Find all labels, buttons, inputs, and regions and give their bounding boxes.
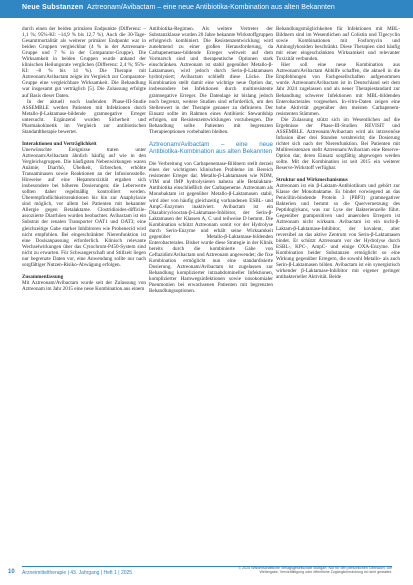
paragraph: In der aktuell noch laufenden Phase-III-Studie ASSEMBLE werden Patienten mit Infektionen durch Metallo-β-Laktamase-bildende gramnegative Erreger untersucht. Ergänzend wurden Sicherheit und Pharmakokinetik im Vergleich zur antibiotischen Standardtherapie bewertet. bbox=[22, 98, 146, 135]
paragraph: durch einen der beiden primären Endpunkte (Differenz: –1,1 %; 95%-KI: –14,9 % bis 12,7 %). Auch die 30-Tage-Gesamtmortalität als weiterer primärer Endpunkt war in beiden Gruppen vergleichbar (4 % in der Aztreonam-Gruppe und 7 % in der Comparator-Gruppe). Die Wirksamkeit in beiden Gruppen wurde anhand der klinischen Heilungsrate verglichen (Differenz: 2,4 %; 95%-KI: –8 % bis 14 %). Die Therapie mit Aztreonam/Avibactam zeigte im Vergleich zur Comparator-Gruppe eine vergleichbare Wirksamkeit. Die Behandlung war insgesamt gut verträglich [5]. Die Zulassung erfolgte auf Basis dieser Daten. bbox=[22, 26, 146, 99]
subheading-zusammenfassung: Zusammenfassung bbox=[22, 273, 64, 280]
paragraph: Hier soll eine neue Kombination aus Aztreonam/Avibactam Abhilfe schaffen, die aktuell in die Empfehlungen von Fachgesellschaften aufgenommen wurde. Aztreonam/Avibactam ist in Deutschland seit dem Jahr 2024 zugelassen und als neuer Therapiestandard zur Behandlung schwerer Infektionen mit MBL-bildenden Enterobacterales vorgesehen. In-vitro-Daten zeigen eine hohe Aktivität gegenüber den meisten Carbapenem-resistenten Stämmen. bbox=[276, 62, 400, 117]
article-heading: Aztreonam/Avibactam – eine neue Antibiotika-Kombination aus alten Bekannten bbox=[149, 140, 273, 156]
paragraph: Die Zulassung stützt sich im Wesentlichen auf die Ergebnisse der Phase-III-Studien REVISIT und ASSEMBLE. Aztreonam/Avibactam wird als intravenöse Infusion über drei Stunden verabreicht; die Dosierung richtet sich nach der Nierenfunktion. Bei Patienten mit Multiresistenzen stellt Aztreonam/Avibactam eine Reserve-Option dar, deren Einsatz sorgfältig abgewogen werden sollte. Mit der Kombination ist seit 2015 ein weiterer Reserve-Wirkstoff verfügbar. bbox=[276, 116, 400, 172]
text-column-2 bbox=[149, 26, 273, 294]
text-column-3 bbox=[276, 26, 400, 280]
paragraph: Die Verbreitung von Carbapenemase-Bildnern stellt derzeit eines der wichtigsten klinischen Probleme im Bereich resistenter Erreger dar. Metallo-β-Laktamasen wie NDM, VIM und IMP hydrolysieren nahezu alle Betalaktam-Antibiotika einschließlich der Carbapeneme. Aztreonam als Monobaktam ist gegenüber Metallo-β-Laktamasen stabil, wird aber von häufig gleichzeitig vorhandenen ESBL- und AmpC-Enzymen inaktiviert. Avibactam ist ein Diazabicyclooctan-β-Laktamase-Inhibitor, der Serin-β-Laktamasen der Klassen A, C und teilweise D hemmt. Die Kombination schützt Aztreonam somit vor der Hydrolyse durch Serin-Enzyme und erhält seine Wirksamkeit gegenüber Metallo-β-Laktamase-bildenden Enterobacterales. Bisher wurde diese Strategie in der Klinik bereits durch die kombinierte Gabe von Ceftazidim/Avibactam und Aztreonam angewendet; die fixe Kombination ermöglicht nun eine standardisierte Dosierung. Aztreonam/Avibactam ist zugelassen zur Behandlung komplizierter intraabdomineller Infektionen, komplizierter Harnwegsinfektionen sowie nosokomialer Pneumonien bei erwachsenen Patienten mit begrenzten Behandlungsoptionen. bbox=[149, 161, 273, 295]
subheading-struktur: Struktur und Wirkmechanismus bbox=[276, 177, 348, 184]
paragraph: Behandlungsmöglichkeiten für Infektionen mit MBL-Bildnern sind im Wesentlichen auf Colistin und Tigecyclin sowie Kombinationen mit Fosfomycin und Aminoglykosiden beschränkt. Diese Therapien sind häufig mit einer eingeschränkten Wirksamkeit und relevanter Toxizität verbunden. bbox=[276, 26, 400, 63]
section-header-bar bbox=[0, 0, 413, 18]
text-column-1 bbox=[22, 26, 146, 292]
paragraph: Mit Aztreonam/Avibactam wurde seit der Zulassung von Aztreonam im Jahr 2015 eine neue Kombination aus einem bbox=[22, 279, 146, 292]
section-label: Neue Substanzen bbox=[22, 4, 84, 11]
subheading-interaktionen: Interaktionen und Verträglichkeit bbox=[22, 140, 97, 147]
page-number: 10 bbox=[8, 569, 15, 575]
article-running-title: Aztreonam/Avibactam – eine neue Antibiotika-Kombination aus alten Bekannten bbox=[87, 4, 335, 11]
journal-citation: Arzneimitteltherapie | 43. Jahrgang | Heft 1 | 2025 bbox=[22, 570, 133, 576]
copyright-notice: © 2025 Wissenschaftliche Verlagsgesellschaft Stuttgart. Nur für den persönlichen Gebrauch. Die Weitergabe, Vervielfältigung oder öffentliche Zugänglichmachung ist nicht gestattet. bbox=[238, 566, 392, 575]
paragraph: Aztreonam ist ein β-Laktam-Antibiotikum und gehört zur Klasse der Monobaktame. Es bindet vorwiegend an das Penicillin-bindende Protein 3 (PBP3) gramnegativer Bakterien und hemmt so die Quervernetzung des Peptidoglykans, was zur Lyse der Bakterienzelle führt. Gegenüber grampositiven und anaeroben Erregern ist Aztreonam nicht wirksam. Avibactam ist ein nicht-β-Laktam-β-Laktamase-Inhibitor, der kovalent, aber reversibel an das aktive Zentrum von Serin-β-Laktamasen bindet. Er schützt Aztreonam vor der Hydrolyse durch ESBL-, KPC-, AmpC- und einige OXA-Enzyme. Die Kombination beider Substanzen ermöglicht so eine Wirkung gegenüber Erregern, die sowohl Metallo- als auch Serin-β-Laktamasen bilden. Avibactam ist ein synergistisch wirkender β-Laktamase-Inhibitor mit eigener geringer antibakterieller Aktivität. Beide bbox=[276, 183, 400, 280]
paragraph: Antibiotika-Regimen. Als weitere Vertreter der Substanzklasse wurden 20 Jahre bekannte Wirkstoffgruppen erfolgreich kombiniert. Die Resistenzentwicklung wird zunehmend zu einer großen Herausforderung, da Carbapenemase-bildende Erreger weltweit auf dem Vormarsch sind und therapeutische Optionen stark einschränken. Aztreonam ist stabil gegenüber Metallo-β-Laktamasen, wird jedoch durch Serin-β-Laktamasen hydrolysiert; Avibactam schließt diese Lücke. Die Kombination stellt damit eine wichtige neue Option dar, insbesondere bei Infektionen durch multiresistente gramnegative Erreger. Die Datenlage ist bislang jedoch noch begrenzt, weitere Studien sind erforderlich, um den Stellenwert in der Therapie genauer zu definieren. Der Einsatz sollte im Rahmen eines Antibiotic Stewardship erfolgen, um Resistenzentwicklungen vorzubeugen. Die Behandlung sollte Patienten mit begrenzten Therapieoptionen vorbehalten bleiben. bbox=[149, 26, 273, 135]
paragraph: Unerwünschte Ereignisse traten unter Aztreonam/Avibactam ähnlich häufig auf wie in den Vergleichsgruppen. Die häufigsten Nebenwirkungen waren Anämie, Diarrhö, Übelkeit, Erbrechen, erhöhte Transaminasen sowie Reaktionen an der Infusionsstelle. Hinweise auf eine Hepatotoxizität ergaben sich insbesondere bei höheren Dosierungen; die Leberwerte sollten daher regelmäßig kontrolliert werden. Überempfindlichkeitsreaktionen bis hin zur Anaphylaxie sind möglich, vor allem bei Patienten mit bekannter Allergie gegen Betalaktame. Clostridioides-difficile-assoziierte Diarrhöen wurden beobachtet. Avibactam ist ein Substrat der renalen Transporter OAT1 und OAT3; eine gleichzeitige Gabe starker Inhibitoren wie Probenecid wird nicht empfohlen. Bei eingeschränkter Nierenfunktion ist eine Dosisanpassung erforderlich. Klinisch relevante Wechselwirkungen über das Cytochrom-P450-System sind nicht zu erwarten. Für Schwangerschaft und Stillzeit liegen nur begrenzte Daten vor, eine Anwendung sollte nur nach sorgfältiger Nutzen-Risiko-Abwägung erfolgen. bbox=[22, 146, 146, 268]
